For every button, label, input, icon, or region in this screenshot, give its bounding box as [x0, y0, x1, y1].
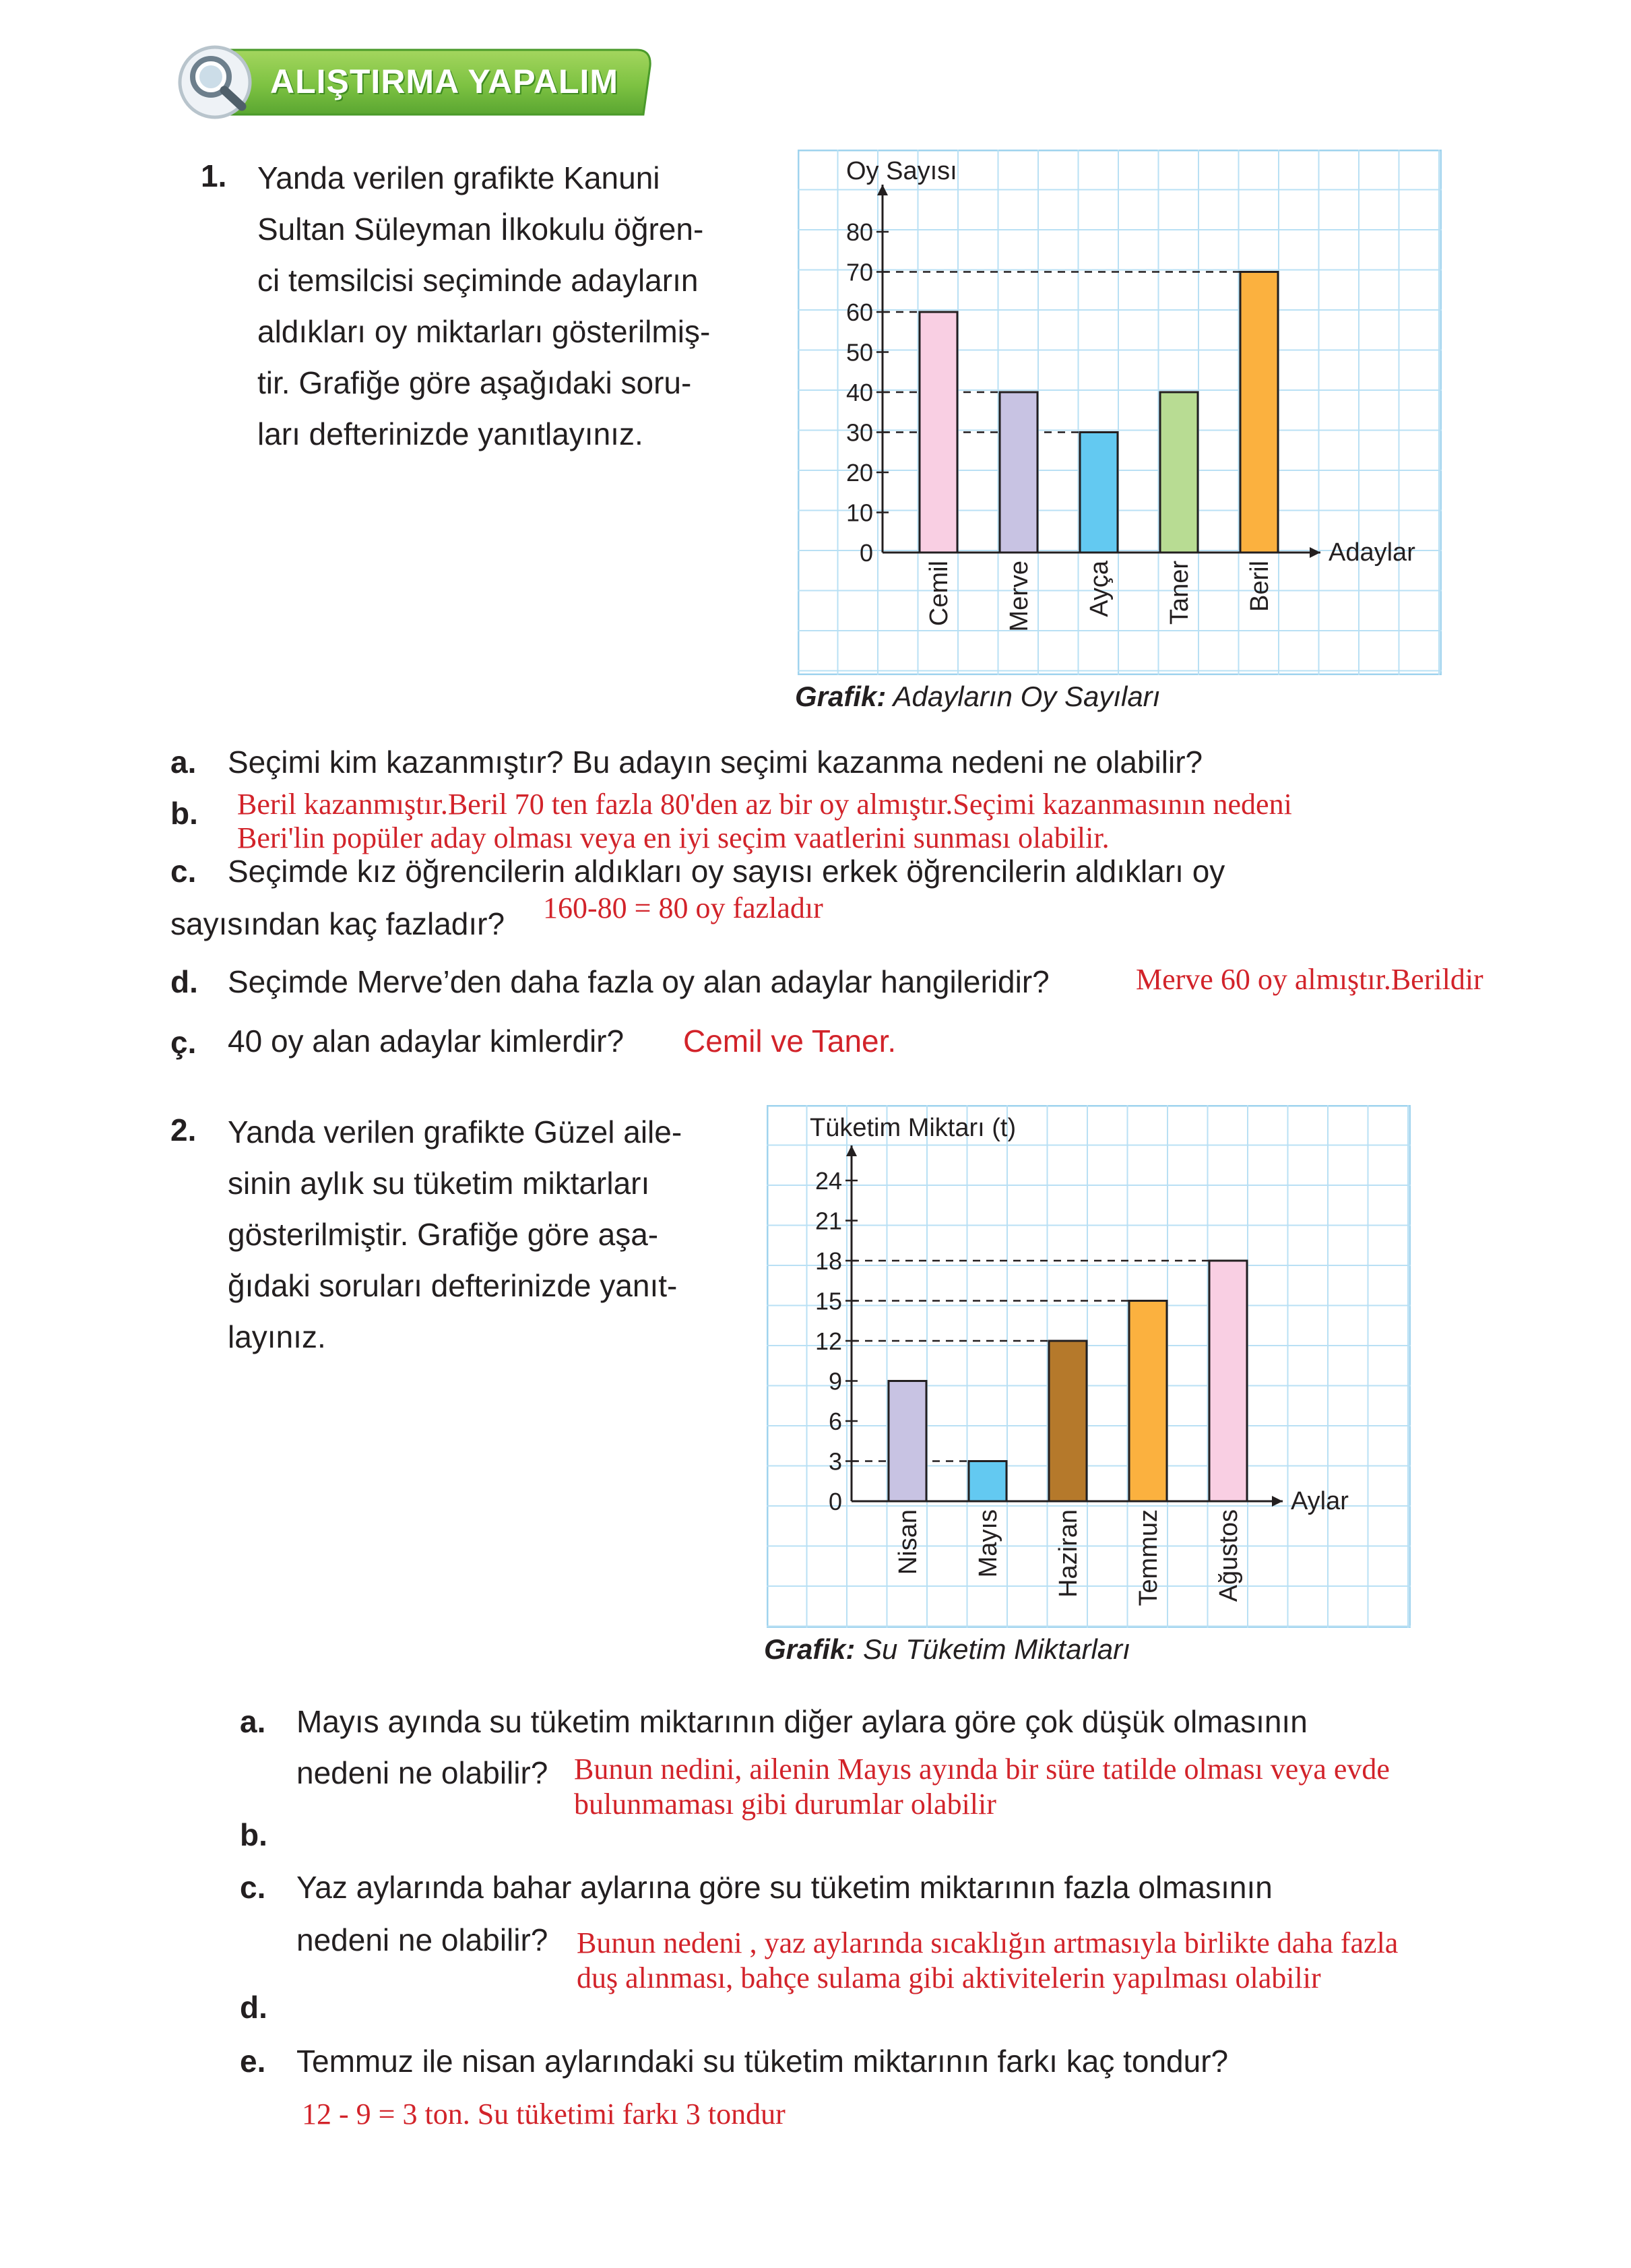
- y-tick-label: 9: [828, 1367, 842, 1395]
- q2-a-text-1: Mayıs ayında su tüketim miktarının diğer aylara göre çok düşük olmasının: [296, 1704, 1308, 1739]
- question-1-number: 1.: [201, 158, 227, 193]
- y-tick-label: 6: [828, 1408, 842, 1435]
- y-axis-title: Tüketim Miktarı (t): [810, 1114, 1017, 1142]
- category-label: Ayça: [1085, 561, 1114, 617]
- magnifier-icon: [180, 47, 250, 117]
- vote-chart: [798, 150, 1442, 675]
- bar-beril: [1240, 272, 1278, 553]
- category-label: Ağustos: [1215, 1509, 1243, 1602]
- q2-a-text-2: nedeni ne olabilir?: [296, 1755, 548, 1790]
- q2-c-answer-2: duş alınması, bahçe sulama gibi aktivitelerin yapılması olabilir: [577, 1961, 1321, 1994]
- chart-2-caption-label: Grafik:: [764, 1633, 856, 1665]
- y-tick-label: 70: [845, 258, 873, 286]
- question-1-line: aldıkları oy miktarları gösterilmiş-: [257, 314, 711, 349]
- y-tick-label: 60: [845, 298, 873, 326]
- y-tick-label: 18: [814, 1247, 842, 1275]
- category-label: Haziran: [1054, 1509, 1083, 1598]
- q1-cc-text: 40 oy alan adaylar kimlerdir?: [228, 1023, 625, 1059]
- question-1-line: Yanda verilen grafikte Kanuni: [257, 160, 660, 195]
- q2-e-label: e.: [240, 2044, 266, 2079]
- category-label: Mayıs: [974, 1509, 1002, 1578]
- q2-a-answer-2: bulunmaması gibi durumlar olabilir: [574, 1788, 996, 1821]
- q2-a-label: a.: [240, 1704, 266, 1739]
- bar-temmuz: [1129, 1301, 1167, 1502]
- y-tick-label: 15: [814, 1287, 842, 1315]
- bar-ağustos: [1209, 1261, 1247, 1501]
- y-tick-label: 12: [814, 1327, 842, 1355]
- bar-taner: [1160, 392, 1198, 553]
- grid-frame: [767, 1106, 1410, 1627]
- q1-c-text-2: sayısından kaç fazladır?: [170, 906, 505, 941]
- q2-c-text-2: nedeni ne olabilir?: [296, 1922, 548, 1957]
- q1-c-answer: 160-80 = 80 oy fazladır: [543, 891, 823, 924]
- question-1-text: [257, 152, 756, 460]
- y-tick-label: 50: [845, 338, 873, 367]
- question-1-line: Sultan Süleyman İlkokulu öğren-: [257, 212, 704, 247]
- q2-e-answer: 12 - 9 = 3 ton. Su tüketimi farkı 3 tondur: [302, 2098, 786, 2131]
- question-2-line: layınız.: [228, 1319, 326, 1354]
- q1-cc-label: ç.: [170, 1025, 197, 1060]
- y-tick-label: 20: [845, 459, 873, 486]
- y-tick-label: 21: [814, 1207, 842, 1235]
- question-2-line: sinin aylık su tüketim miktarları: [228, 1166, 650, 1201]
- x-axis-title: Adaylar: [1329, 538, 1415, 567]
- q2-c-answer-1: Bunun nedeni , yaz aylarında sıcaklığın artmasıyla birlikte daha fazla: [577, 1926, 1399, 1959]
- q1-cc-answer: Cemil ve Taner.: [683, 1023, 897, 1059]
- q1-b-label: b.: [170, 796, 198, 831]
- category-label: Beril: [1246, 561, 1274, 612]
- q1-d-label: d.: [170, 964, 198, 999]
- bar-merve: [1000, 392, 1037, 553]
- chart-1-caption-label: Grafik:: [795, 681, 887, 712]
- q2-c-label: c.: [240, 1870, 266, 1905]
- category-label: Temmuz: [1134, 1509, 1163, 1606]
- y-tick-label: 0: [828, 1488, 842, 1515]
- y-tick-label: 10: [845, 499, 873, 527]
- y-tick-label: 24: [814, 1167, 842, 1195]
- bar-ayça: [1080, 433, 1118, 553]
- question-1-line: ları defterinizde yanıtlayınız.: [257, 416, 643, 451]
- y-tick-label: 40: [845, 379, 873, 406]
- bar-cemil: [920, 312, 957, 553]
- y-tick-label: 0: [859, 539, 873, 567]
- bar-haziran: [1049, 1341, 1087, 1501]
- q1-d-answer: Merve 60 oy almıştır.Berildir: [1136, 963, 1483, 996]
- category-label: Taner: [1165, 561, 1194, 625]
- grid-frame: [798, 150, 1441, 674]
- q2-c-text-1: Yaz aylarında bahar aylarına göre su tüketim miktarının fazla olmasının: [296, 1870, 1273, 1905]
- q1-c-text-1: Seçimde kız öğrencilerin aldıkları oy sayısı erkek öğrencilerin aldıkları oy: [228, 854, 1225, 889]
- q1-b-answer-1: Beril kazanmıştır.Beril 70 ten fazla 80'den az bir oy almıştır.Seçimi kazanmasının nedeni: [237, 788, 1292, 821]
- y-tick-label: 80: [845, 218, 873, 246]
- chart-2-caption-text: Su Tüketim Miktarları: [863, 1633, 1130, 1665]
- x-axis-title: Aylar: [1291, 1487, 1349, 1515]
- question-2-text: [228, 1106, 719, 1362]
- y-tick-label: 30: [845, 418, 873, 447]
- question-1-line: tir. Grafiğe göre aşağıdaki soru-: [257, 365, 692, 400]
- q1-b-answer-2: Beri'lin popüler aday olması veya en iyi seçim vaatlerini sunması olabilir.: [237, 821, 1110, 854]
- question-2-line: gösterilmiştir. Grafiğe göre aşa-: [228, 1217, 659, 1252]
- q1-a-text: Seçimi kim kazanmıştır? Bu adayın seçimi kazanma nedeni ne olabilir?: [228, 745, 1203, 780]
- chart-2-caption: [764, 1633, 1130, 1666]
- category-label: Cemil: [925, 561, 953, 627]
- y-tick-label: 3: [828, 1447, 842, 1476]
- q1-a-label: a.: [170, 745, 197, 780]
- q2-e-text: Temmuz ile nisan aylarındaki su tüketim miktarının farkı kaç tondur?: [296, 2044, 1229, 2079]
- q2-a-answer-1: Bunun nedini, ailenin Mayıs ayında bir süre tatilde olması veya evde: [574, 1753, 1390, 1786]
- q2-d-label: d.: [240, 1990, 267, 2025]
- q2-b-label: b.: [240, 1817, 267, 1852]
- section-title: ALIŞTIRMA YAPALIM: [270, 63, 619, 100]
- bar-mayıs: [969, 1461, 1006, 1502]
- y-axis-title: Oy Sayısı: [846, 157, 957, 185]
- question-2-line: Yanda verilen grafikte Güzel aile-: [228, 1114, 682, 1149]
- water-chart: [767, 1105, 1411, 1628]
- question-1-line: ci temsilcisi seçiminde adayların: [257, 263, 699, 298]
- bar-nisan: [889, 1381, 926, 1502]
- question-2-line: ğıdaki soruları defterinizde yanıt-: [228, 1268, 678, 1303]
- category-label: Nisan: [894, 1509, 922, 1575]
- q1-c-label: c.: [170, 854, 197, 889]
- chart-1-caption-text: Adayların Oy Sayıları: [893, 681, 1161, 712]
- q1-d-text: Seçimde Merve’den daha fazla oy alan adaylar hangileridir?: [228, 964, 1050, 999]
- category-label: Merve: [1005, 561, 1033, 632]
- chart-1-caption: [795, 681, 1160, 713]
- question-2-number: 2.: [170, 1112, 197, 1147]
- section-header: [172, 39, 657, 125]
